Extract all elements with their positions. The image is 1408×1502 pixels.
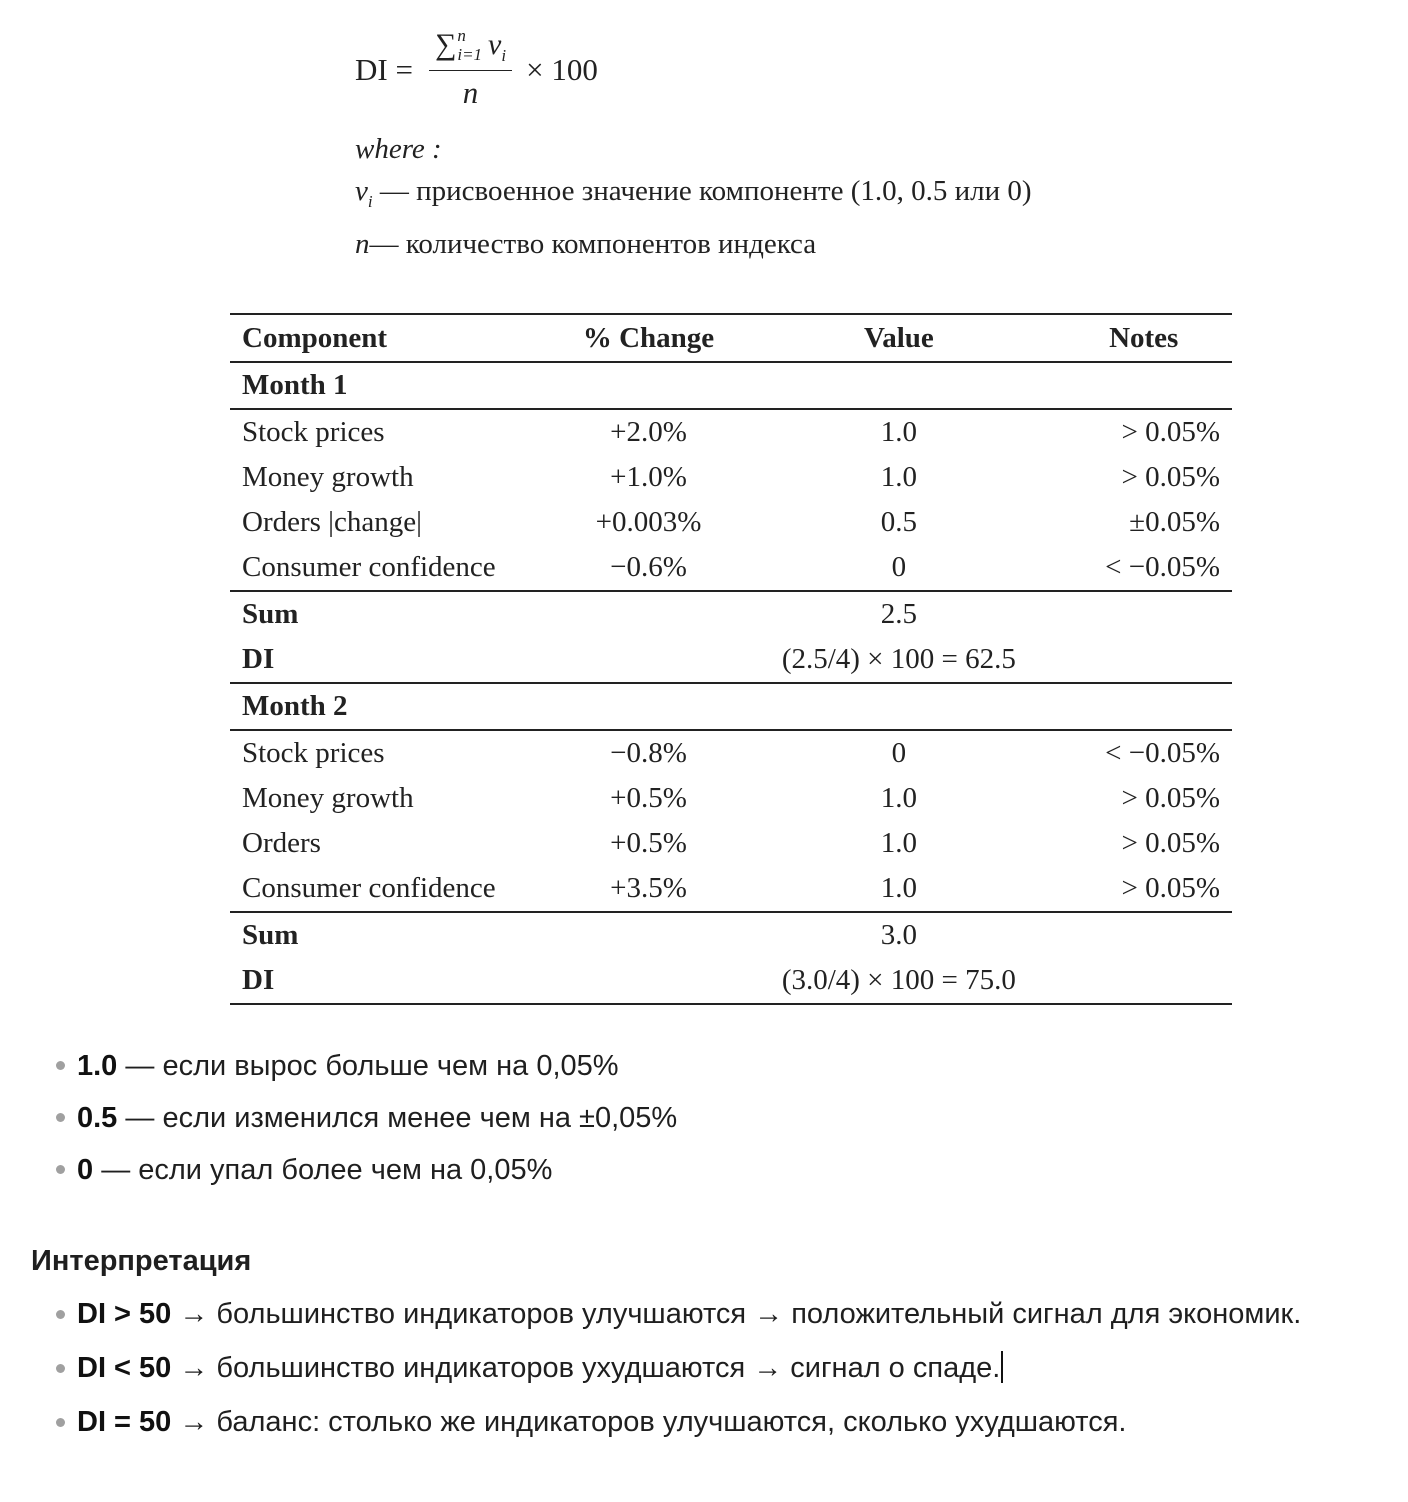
cell-value: 0 <box>891 737 907 769</box>
di-formula <box>355 28 598 111</box>
cell-change: +0.5% <box>610 827 687 859</box>
bullet-icon <box>56 1165 65 1174</box>
cell-component: Stock prices <box>242 416 385 448</box>
cell-value: 1.0 <box>880 872 917 904</box>
cell-value: 1.0 <box>880 782 917 814</box>
sum-upper-limit: n <box>457 26 466 45</box>
di-value: (3.0/4) × 100 = 75.0 <box>781 964 1016 996</box>
formula-denominator: n <box>462 75 479 110</box>
sum-row <box>230 912 1232 958</box>
def-var: n <box>355 227 370 260</box>
condition: DI > 50 <box>77 1298 172 1330</box>
formula-multiplier: × 100 <box>526 51 598 87</box>
month-section-row <box>230 683 1232 730</box>
cell-notes: < −0.05% <box>1105 551 1220 583</box>
def-text: — количество компонентов индекса <box>369 227 817 260</box>
rule-text: — если вырос больше чем на 0,05% <box>117 1050 619 1082</box>
table-row <box>230 409 1232 455</box>
cell-notes: > 0.05% <box>1121 827 1220 859</box>
cell-component: Money growth <box>242 461 414 493</box>
cell-component: Orders |change| <box>242 506 422 538</box>
summand-sub: i <box>501 46 507 65</box>
value-rules-list <box>55 1040 677 1196</box>
month-label: Month 1 <box>242 369 348 401</box>
cell-change: −0.8% <box>610 737 687 769</box>
cell-component: Orders <box>242 827 321 859</box>
cell-change: +1.0% <box>610 461 687 493</box>
formula-fraction <box>429 28 512 111</box>
di-row <box>230 958 1232 1004</box>
rule-value: 0 <box>77 1154 94 1186</box>
definition-n <box>355 223 1032 265</box>
cell-notes: > 0.05% <box>1121 416 1220 448</box>
header-component: Component <box>242 321 388 354</box>
sum-row <box>230 591 1232 637</box>
definition-vi <box>355 170 1032 223</box>
summand-var: v <box>488 28 502 61</box>
interpretation-heading: Интерпретация <box>31 1245 252 1277</box>
sum-symbol: ∑ <box>434 28 457 61</box>
table-row <box>230 730 1232 776</box>
sum-value: 2.5 <box>880 598 917 630</box>
cell-notes: > 0.05% <box>1121 872 1220 904</box>
table-row <box>230 455 1232 500</box>
table-row <box>230 500 1232 545</box>
header-notes: Notes <box>1109 321 1179 354</box>
cell-value: 1.0 <box>880 416 917 448</box>
sum-label: Sum <box>242 598 299 630</box>
di-calculation-table <box>230 313 1232 1005</box>
bullet-icon <box>56 1364 65 1373</box>
cell-component: Consumer confidence <box>242 872 496 904</box>
table-header-row <box>230 314 1232 362</box>
cell-change: +3.5% <box>610 872 687 904</box>
list-item <box>55 1344 1325 1392</box>
condition-text: → большинство индикаторов ухудшаются → сигнал о спаде. <box>171 1352 1001 1384</box>
month-section-row <box>230 362 1232 409</box>
rule-text: — если упал более чем на 0,05% <box>93 1154 553 1186</box>
table-row <box>230 866 1232 912</box>
sum-limits <box>457 28 482 62</box>
list-item <box>55 1144 677 1196</box>
cell-change: +0.003% <box>595 506 702 538</box>
formula-lhs: DI = <box>355 51 413 87</box>
bullet-icon <box>56 1061 65 1070</box>
summand <box>488 28 506 66</box>
cell-component: Money growth <box>242 782 414 814</box>
condition-text: → большинство индикаторов улучшаются → положительный сигнал для экономик. <box>171 1298 1302 1330</box>
rule-text: — если изменился менее чем на ±0,05% <box>117 1102 678 1134</box>
sum-value: 3.0 <box>880 919 917 951</box>
sum-label: Sum <box>242 919 299 951</box>
cell-notes: > 0.05% <box>1121 461 1220 493</box>
rule-value: 1.0 <box>77 1050 118 1082</box>
di-label: DI <box>242 964 275 996</box>
bullet-icon <box>56 1113 65 1122</box>
cell-notes: ±0.05% <box>1129 506 1220 538</box>
where-label: where : <box>355 133 442 165</box>
list-item <box>55 1290 1325 1338</box>
condition-text: → баланс: столько же индикаторов улучшаются, сколько ухудшаются. <box>171 1406 1127 1438</box>
text-cursor[interactable] <box>1001 1351 1003 1383</box>
cell-value: 0 <box>891 551 907 583</box>
sum-lower-limit: i=1 <box>457 45 483 64</box>
table-row <box>230 545 1232 591</box>
cell-value: 1.0 <box>880 461 917 493</box>
cell-value: 0.5 <box>880 506 917 538</box>
cell-notes: < −0.05% <box>1105 737 1220 769</box>
cell-change: −0.6% <box>610 551 687 583</box>
month-label: Month 2 <box>242 690 348 722</box>
cell-change: +2.0% <box>610 416 687 448</box>
def-var: v <box>355 175 368 207</box>
formula-numerator <box>429 28 512 71</box>
cell-change: +0.5% <box>610 782 687 814</box>
interpretation-list <box>55 1290 1325 1452</box>
table-row <box>230 776 1232 821</box>
list-item <box>55 1040 677 1092</box>
di-row <box>230 637 1232 683</box>
formula-definitions <box>355 128 1032 265</box>
bullet-icon <box>56 1418 65 1427</box>
list-item <box>55 1398 1325 1446</box>
def-sub: i <box>367 191 373 211</box>
cell-notes: > 0.05% <box>1121 782 1220 814</box>
header-change: % Change <box>582 321 715 354</box>
header-value: Value <box>863 321 934 354</box>
cell-value: 1.0 <box>880 827 917 859</box>
bullet-icon <box>56 1310 65 1319</box>
condition: DI = 50 <box>77 1406 172 1438</box>
rule-value: 0.5 <box>77 1102 118 1134</box>
condition: DI < 50 <box>77 1352 172 1384</box>
cell-component: Consumer confidence <box>242 551 496 583</box>
di-value: (2.5/4) × 100 = 62.5 <box>781 643 1016 675</box>
di-label: DI <box>242 643 275 675</box>
list-item <box>55 1092 677 1144</box>
cell-component: Stock prices <box>242 737 385 769</box>
table-row <box>230 821 1232 866</box>
def-text: — присвоенное значение компоненте (1.0, 0.5 или 0) <box>372 175 1032 207</box>
